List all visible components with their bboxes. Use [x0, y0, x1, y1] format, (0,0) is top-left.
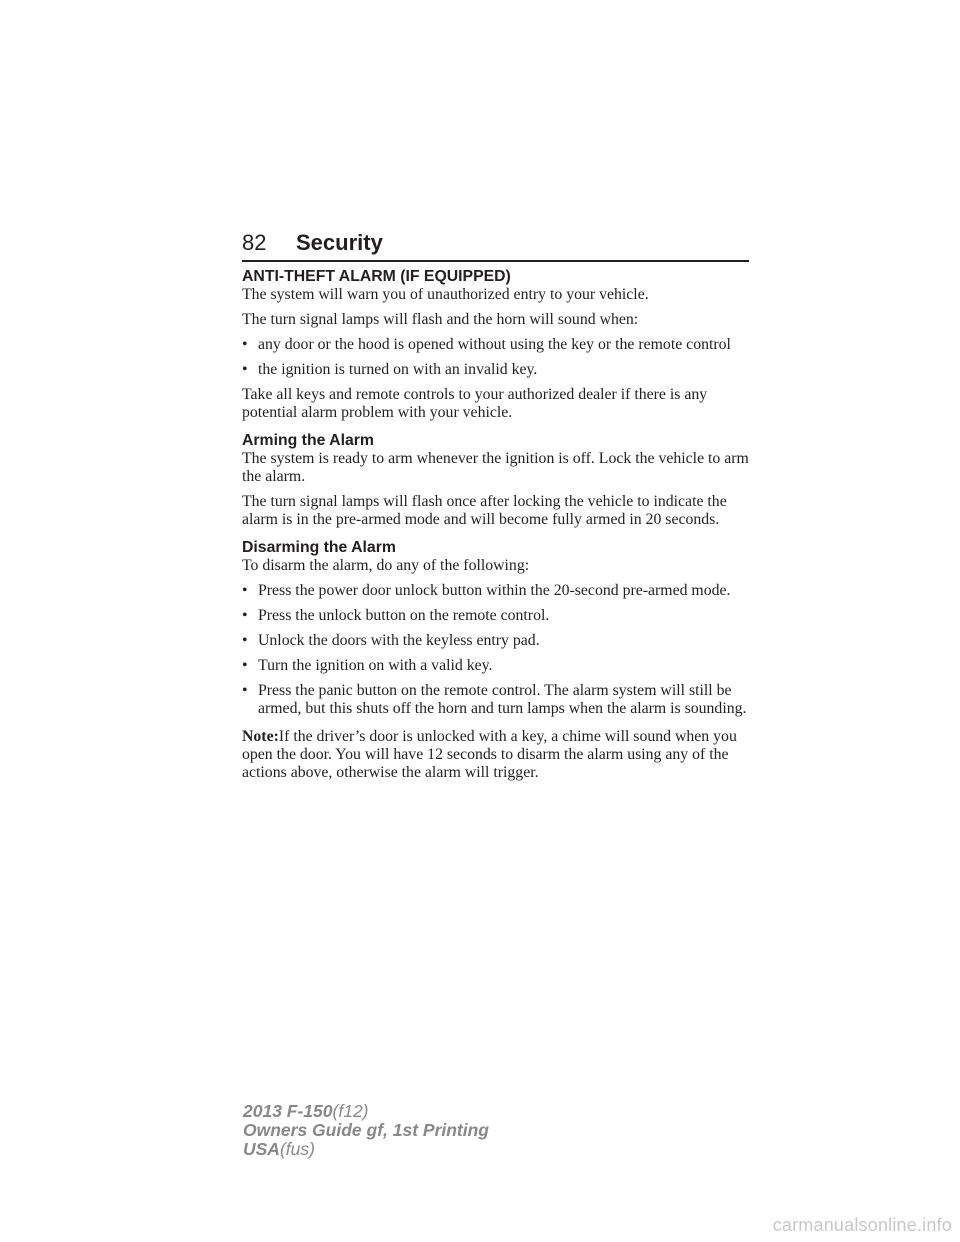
footer-model-code: (f12) — [332, 1101, 369, 1121]
footer-market-code: (fus) — [279, 1139, 315, 1159]
footer-line-2 — [243, 1121, 489, 1140]
watermark: carmanualsonline.info — [772, 1215, 952, 1235]
list-item-text: the ignition is turned on with an invalid key. — [258, 361, 538, 378]
bullet-icon: • — [242, 582, 248, 599]
arming-paragraph-1: The system is ready to arm whenever the ignition is off. Lock the vehicle to arm the alarm. — [242, 450, 749, 485]
intro-paragraph-2: The turn signal lamps will flash and the horn will sound when: — [242, 311, 639, 328]
bullet-icon: • — [242, 682, 248, 699]
list-item — [242, 582, 752, 600]
list-item-text: Press the power door unlock button within the 20-second pre-armed mode. — [258, 582, 731, 599]
page-header — [242, 228, 749, 262]
list-item-text: Turn the ignition on with a valid key. — [258, 657, 493, 674]
note-paragraph — [242, 728, 752, 782]
footer-market: USA — [243, 1139, 280, 1159]
intro-paragraph-1: The system will warn you of unauthorized entry to your vehicle. — [242, 286, 649, 303]
footer-line-3 — [243, 1140, 489, 1159]
page-content — [242, 268, 752, 782]
bullet-icon: • — [242, 361, 248, 378]
note-text: If the driver’s door is unlocked with a key, a chime will sound when you open the door. You will have 12 seconds to disarm the alarm using any of the actions above, otherwise the alarm will trigger. — [242, 728, 737, 781]
bullet-icon: • — [242, 632, 248, 649]
arming-heading: Arming the Alarm — [242, 432, 374, 449]
note-label: Note: — [242, 728, 279, 745]
bullet-icon: • — [242, 657, 248, 674]
footer-guide: Owners Guide gf, 1st Printing — [243, 1120, 489, 1140]
print-footer — [243, 1102, 489, 1159]
list-item-text: any door or the hood is opened without using the key or the remote control — [258, 336, 731, 353]
disarming-heading: Disarming the Alarm — [242, 539, 396, 556]
list-item-text: Press the panic button on the remote control. The alarm system will still be armed, but this shuts off the horn and turn lamps when the alarm is sounding. — [258, 682, 747, 717]
trigger-list — [242, 336, 752, 379]
list-item — [242, 657, 752, 675]
bullet-icon: • — [242, 607, 248, 624]
footer-line-1 — [243, 1102, 489, 1121]
list-item — [242, 336, 752, 354]
arming-paragraph-2: The turn signal lamps will flash once after locking the vehicle to indicate the alarm is in the pre-armed mode and will become fully armed in 20 seconds. — [242, 493, 727, 528]
main-heading: ANTI-THEFT ALARM (IF EQUIPPED) — [242, 268, 511, 285]
list-item — [242, 632, 752, 650]
disarming-intro: To disarm the alarm, do any of the following: — [242, 557, 530, 574]
list-item — [242, 361, 752, 379]
list-item — [242, 607, 752, 625]
page-number: 82 — [242, 230, 267, 255]
list-item-text: Press the unlock button on the remote control. — [258, 607, 550, 624]
dealer-note: Take all keys and remote controls to your authorized dealer if there is any potential alarm problem with your vehicle. — [242, 386, 708, 421]
list-item — [242, 682, 752, 718]
footer-model: 2013 F-150 — [243, 1101, 333, 1121]
section-title: Security — [296, 230, 383, 255]
list-item-text: Unlock the doors with the keyless entry pad. — [258, 632, 540, 649]
disarm-list — [242, 582, 752, 718]
bullet-icon: • — [242, 336, 248, 353]
